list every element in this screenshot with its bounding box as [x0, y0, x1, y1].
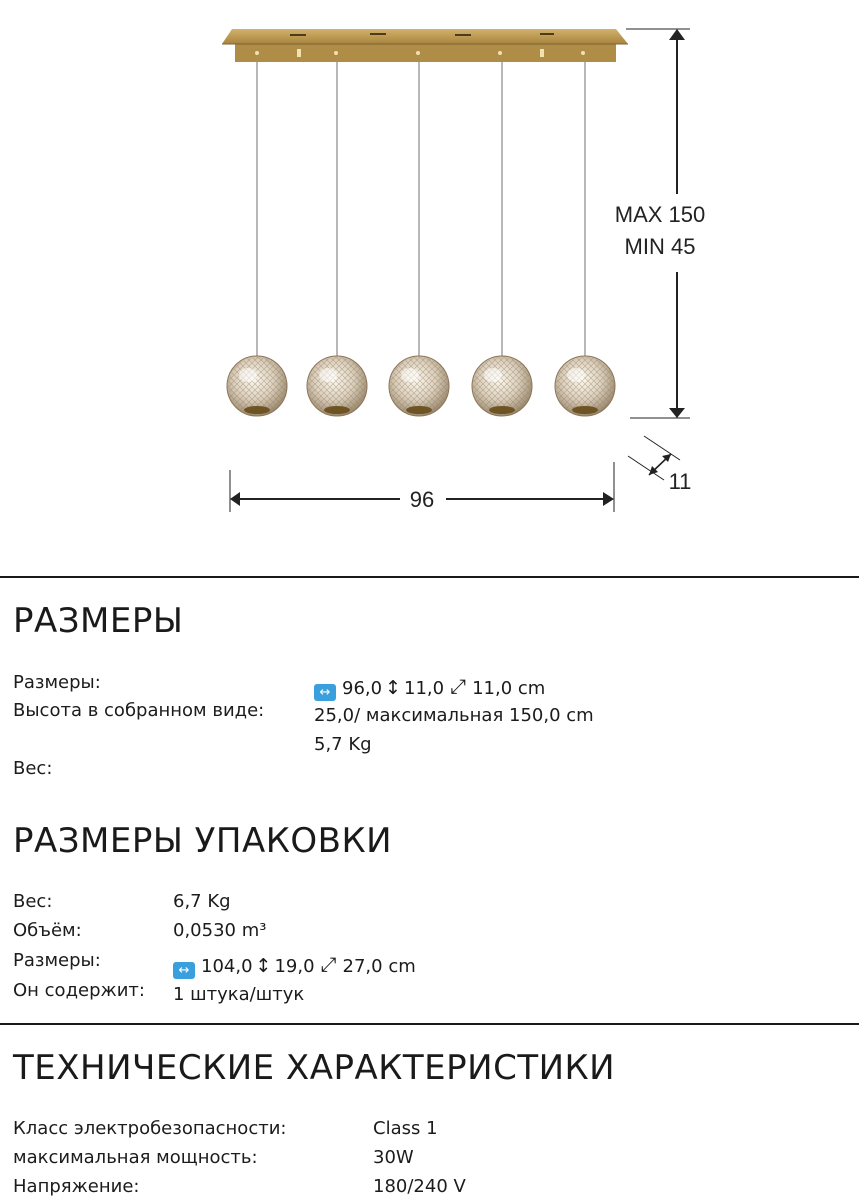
width-icon: ↔ — [314, 684, 336, 701]
pendant-lights — [227, 62, 615, 416]
pendant-globe — [555, 62, 615, 416]
pendant-globe — [389, 62, 449, 416]
label-package-weight: Вес: — [13, 891, 53, 912]
height-icon: ↕ — [385, 677, 401, 699]
value-package-dimensions — [173, 950, 416, 981]
divider — [0, 576, 859, 578]
label-package-contains: Он содержит: — [13, 980, 145, 1001]
section-title-technical: ТЕХНИЧЕСКИЕ ХАРАКТЕРИСТИКИ — [13, 1048, 616, 1088]
value-package-height: 19,0 — [274, 956, 315, 977]
height-min-label: MIN 45 — [624, 234, 696, 259]
divider — [0, 1023, 859, 1025]
height-max-label: MAX 150 — [614, 202, 706, 227]
section-title-dimensions: РАЗМЕРЫ — [13, 601, 184, 641]
label-weight: Вес: — [13, 758, 53, 779]
value-package-weight: 6,7 Kg — [173, 891, 231, 912]
value-width: 96,0 — [342, 678, 383, 699]
label-package-volume: Объём: — [13, 920, 82, 941]
ceiling-canopy — [222, 29, 628, 62]
value-weight: 5,7 Kg — [314, 734, 372, 755]
value-max-power: 30W — [373, 1147, 414, 1168]
value-package-depth: 27,0 cm — [342, 956, 416, 977]
value-safety-class: Class 1 — [373, 1118, 438, 1139]
section-title-packaging: РАЗМЕРЫ УПАКОВКИ — [13, 821, 393, 861]
value-package-contains: 1 штука/штук — [173, 984, 305, 1005]
pendant-globe — [227, 62, 287, 416]
label-package-dimensions: Размеры: — [13, 950, 101, 971]
width-label: 96 — [409, 487, 435, 512]
value-package-volume: 0,0530 m³ — [173, 920, 267, 941]
pendant-globe — [307, 62, 367, 416]
lamp-dimension-diagram — [0, 0, 866, 560]
label-dimensions: Размеры: — [13, 672, 101, 693]
value-package-width: 104,0 — [201, 956, 253, 977]
value-depth: 11,0 cm — [472, 678, 546, 699]
height-icon: ↕ — [255, 955, 272, 977]
width-icon: ↔ — [173, 962, 195, 979]
label-assembled-height: Высота в собранном виде: — [13, 700, 265, 721]
label-max-power: максимальная мощность: — [13, 1147, 258, 1168]
depth-icon: ⤢ — [320, 952, 337, 976]
label-safety-class: Класс электробезопасности: — [13, 1118, 287, 1139]
label-voltage: Напряжение: — [13, 1176, 140, 1197]
value-assembled-height: 25,0/ максимальная 150,0 cm — [314, 705, 594, 726]
pendant-globe — [472, 62, 532, 416]
depth-icon: ⤢ — [450, 674, 467, 698]
value-height: 11,0 — [404, 678, 445, 699]
value-dimensions — [314, 672, 545, 703]
value-voltage: 180/240 V — [373, 1176, 466, 1197]
depth-label: 11 — [668, 469, 692, 494]
